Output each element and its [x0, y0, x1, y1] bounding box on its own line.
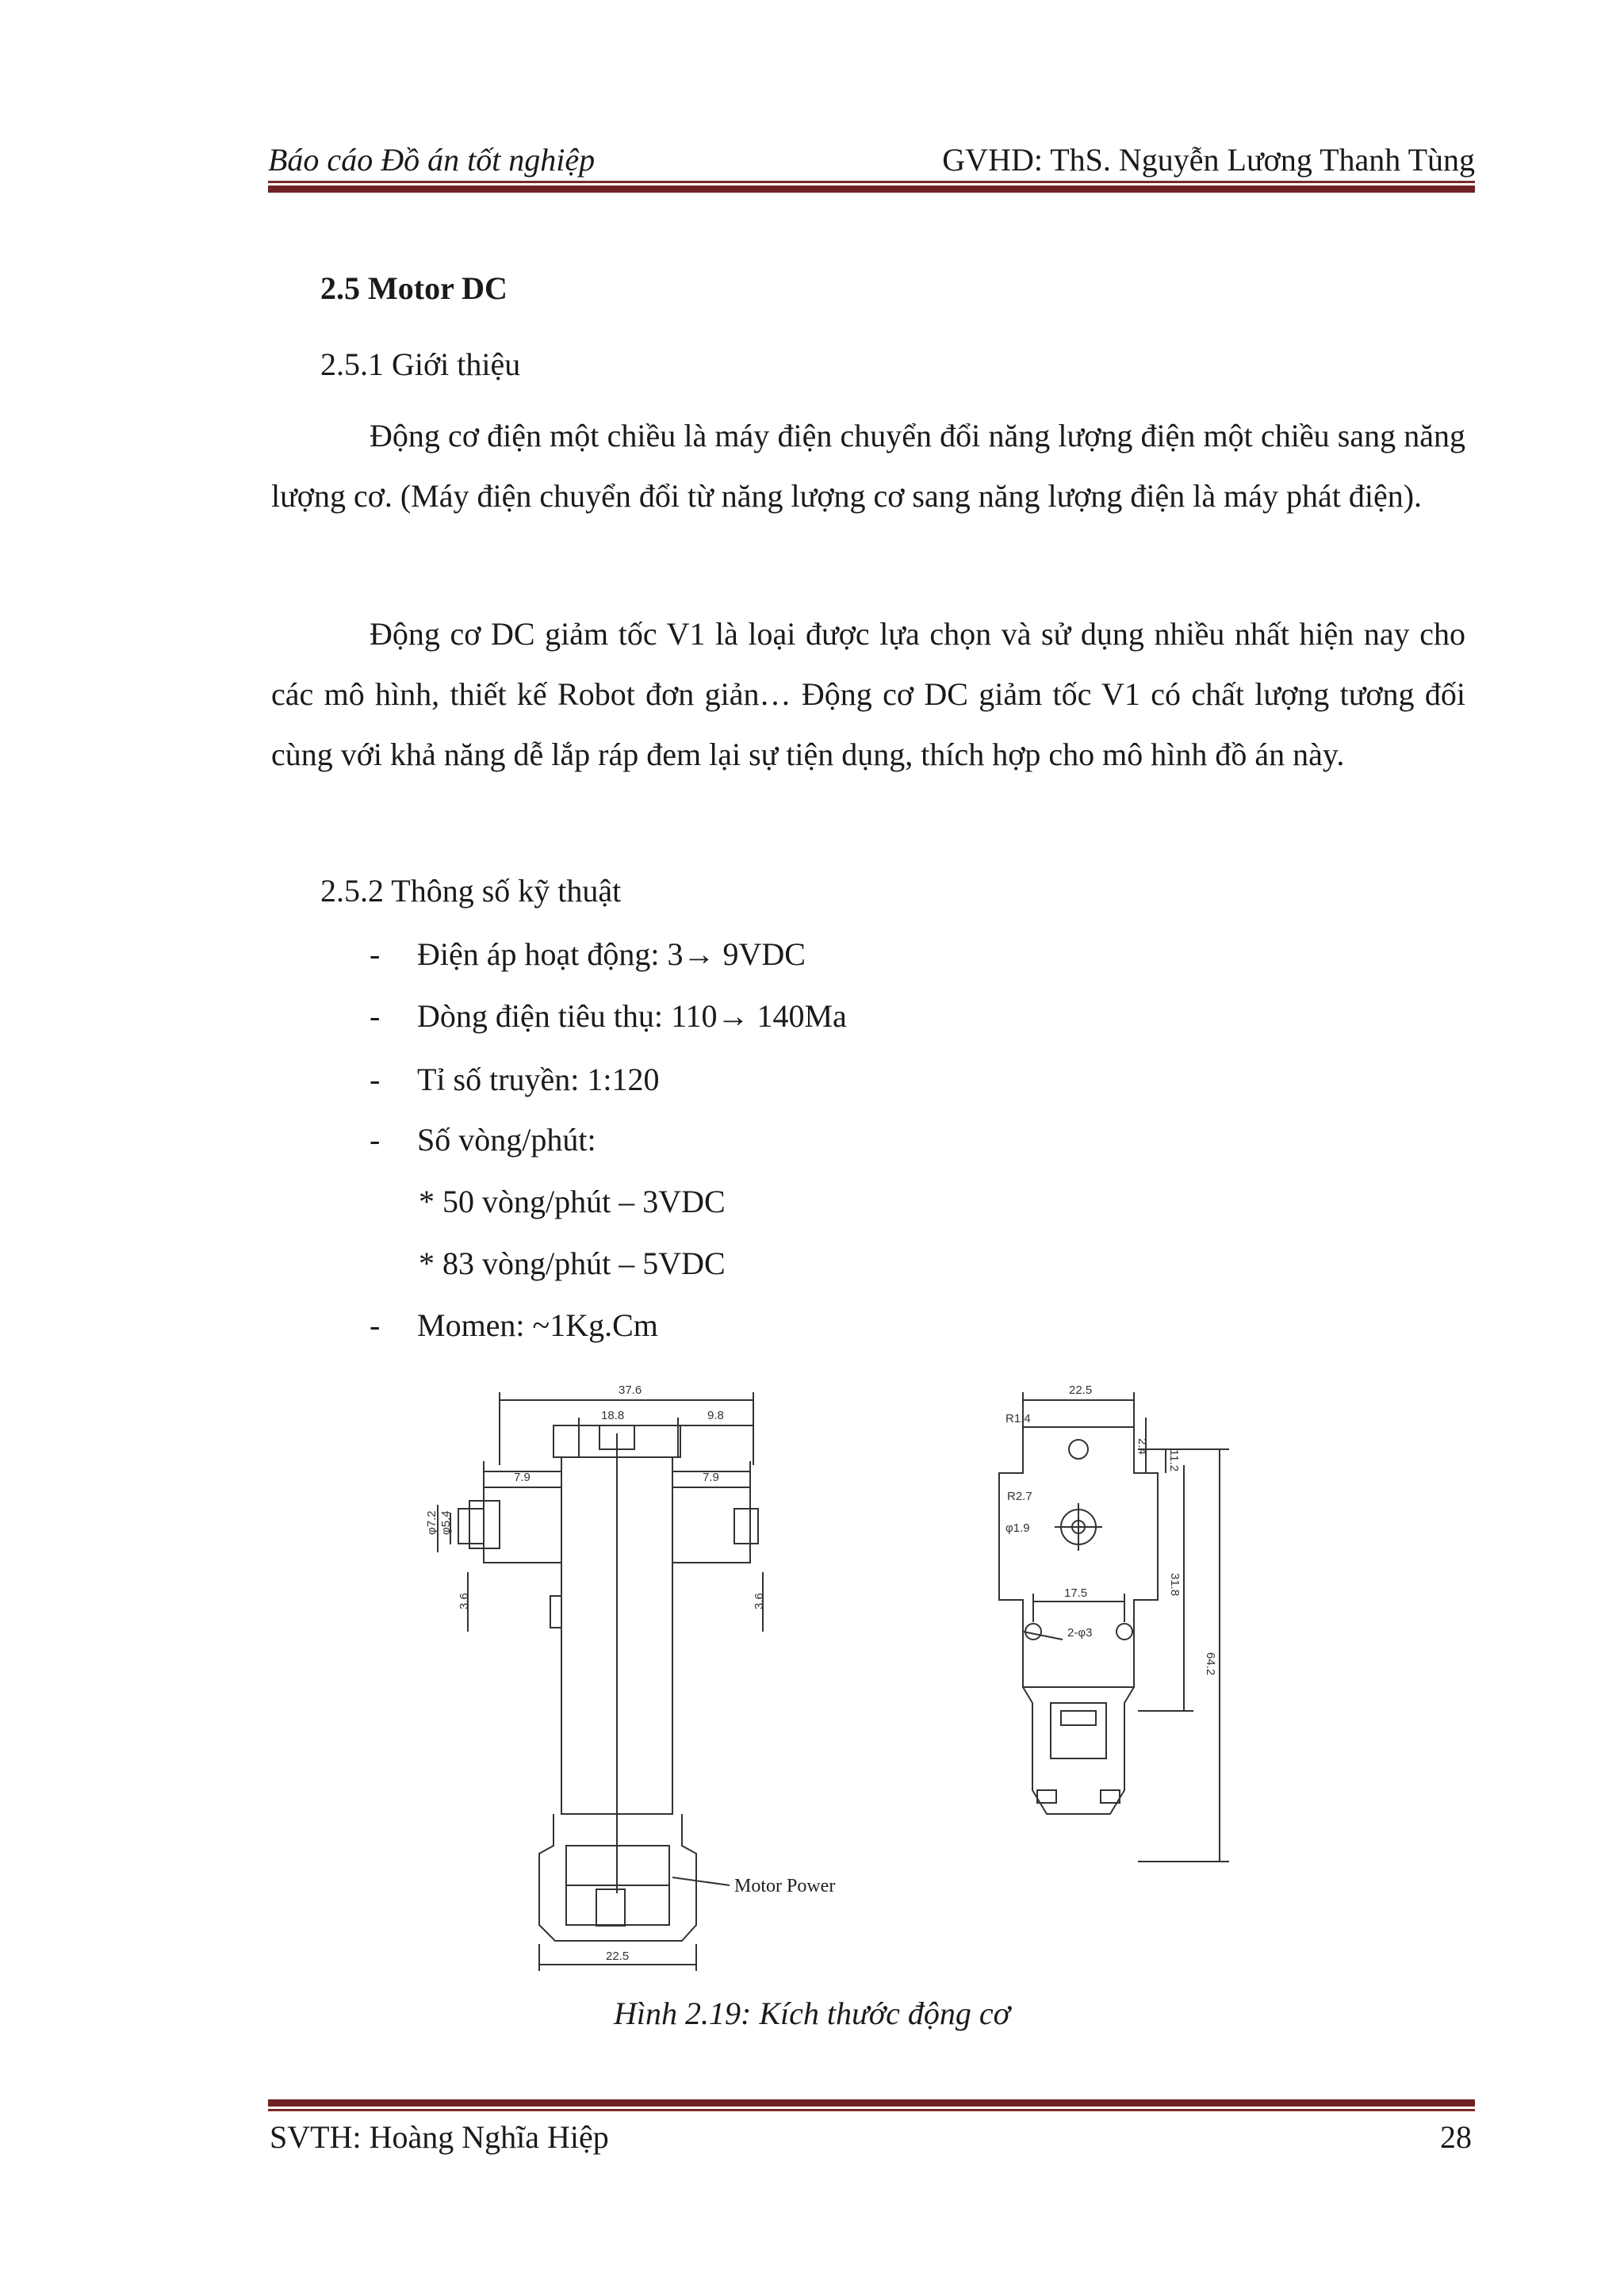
- page-number: 28: [1440, 2119, 1472, 2155]
- header-report-title: Báo cáo Đồ án tốt nghiệp: [268, 142, 596, 178]
- footer-rule-thick: [268, 2099, 1475, 2107]
- dim-label: 37.6: [619, 1383, 642, 1397]
- motor-dimension-figure: [420, 1370, 1316, 1973]
- dim-label: 11.2: [1167, 1449, 1181, 1472]
- header-advisor: GVHD: ThS. Nguyễn Lương Thanh Tùng: [942, 142, 1475, 178]
- header-rule-thick: [268, 186, 1475, 193]
- specs-heading: 2.5.2 Thông số kỹ thuật: [320, 873, 622, 909]
- rpm-item: * 83 vòng/phút – 5VDC: [419, 1246, 726, 1281]
- paragraph-intro-2: Động cơ DC giảm tốc V1 là loại được lựa chọn và sử dụng nhiều nhất hiện nay cho các mô hình, thiết kế Robot đơn giản… Động cơ DC giảm tốc V1 có chất lượng tương đối cùng với khả năng dễ lắp ráp đem lại sự tiện dụng, thích hợp cho mô hình đồ án này.: [271, 616, 1465, 772]
- dim-label: R2.7: [1007, 1490, 1032, 1503]
- rpm-item: * 50 vòng/phút – 3VDC: [419, 1184, 726, 1219]
- footer-rule-thin: [268, 2109, 1475, 2111]
- spec-item: - Điện áp hoạt động: 3→ 9VDC: [370, 936, 806, 972]
- dim-label: 64.2: [1204, 1652, 1217, 1676]
- figure-caption: Hình 2.19: Kích thước động cơ: [614, 1996, 1010, 2031]
- motor-drawing: [420, 1370, 1316, 1973]
- dim-label: 17.5: [1064, 1586, 1088, 1600]
- dim-label: 31.8: [1168, 1573, 1182, 1597]
- dim-label: 3.6: [753, 1593, 766, 1609]
- spec-item: - Số vòng/phút:: [370, 1122, 596, 1158]
- dim-label: 7.9: [703, 1471, 719, 1484]
- intro-heading: 2.5.1 Giới thiệu: [320, 346, 521, 382]
- paragraph-intro-1: Động cơ điện một chiều là máy điện chuyển đổi năng lượng điện một chiều sang năng lượng cơ. (Máy điện chuyển đổi từ năng lượng cơ sang năng lượng điện là máy phát điện).: [271, 418, 1465, 514]
- dim-label: 22.5: [606, 1950, 630, 1963]
- footer-student: SVTH: Hoàng Nghĩa Hiệp: [270, 2119, 609, 2155]
- dim-label: R1.4: [1005, 1412, 1031, 1425]
- spec-item: - Tỉ số truyền: 1:120: [370, 1062, 660, 1097]
- dim-label: φ7.2: [425, 1510, 439, 1535]
- dim-label: 2.4: [1136, 1438, 1149, 1455]
- dim-label: φ1.9: [1005, 1521, 1030, 1535]
- dim-label: 7.9: [514, 1471, 530, 1484]
- dim-label: φ5.4: [439, 1510, 453, 1535]
- header-rule-thin: [268, 181, 1475, 183]
- dim-label: 3.6: [458, 1593, 471, 1609]
- dim-label: 9.8: [707, 1409, 724, 1422]
- motor-power-label: Motor Power: [734, 1876, 836, 1896]
- section-title: 2.5 Motor DC: [320, 270, 508, 306]
- dim-label: 22.5: [1069, 1383, 1093, 1397]
- dim-label: 2-φ3: [1067, 1626, 1093, 1640]
- dim-label: 18.8: [601, 1409, 625, 1422]
- spec-item: - Momen: ~1Kg.Cm: [370, 1307, 658, 1343]
- spec-item: - Dòng điện tiêu thụ: 110→ 140Ma: [370, 998, 847, 1034]
